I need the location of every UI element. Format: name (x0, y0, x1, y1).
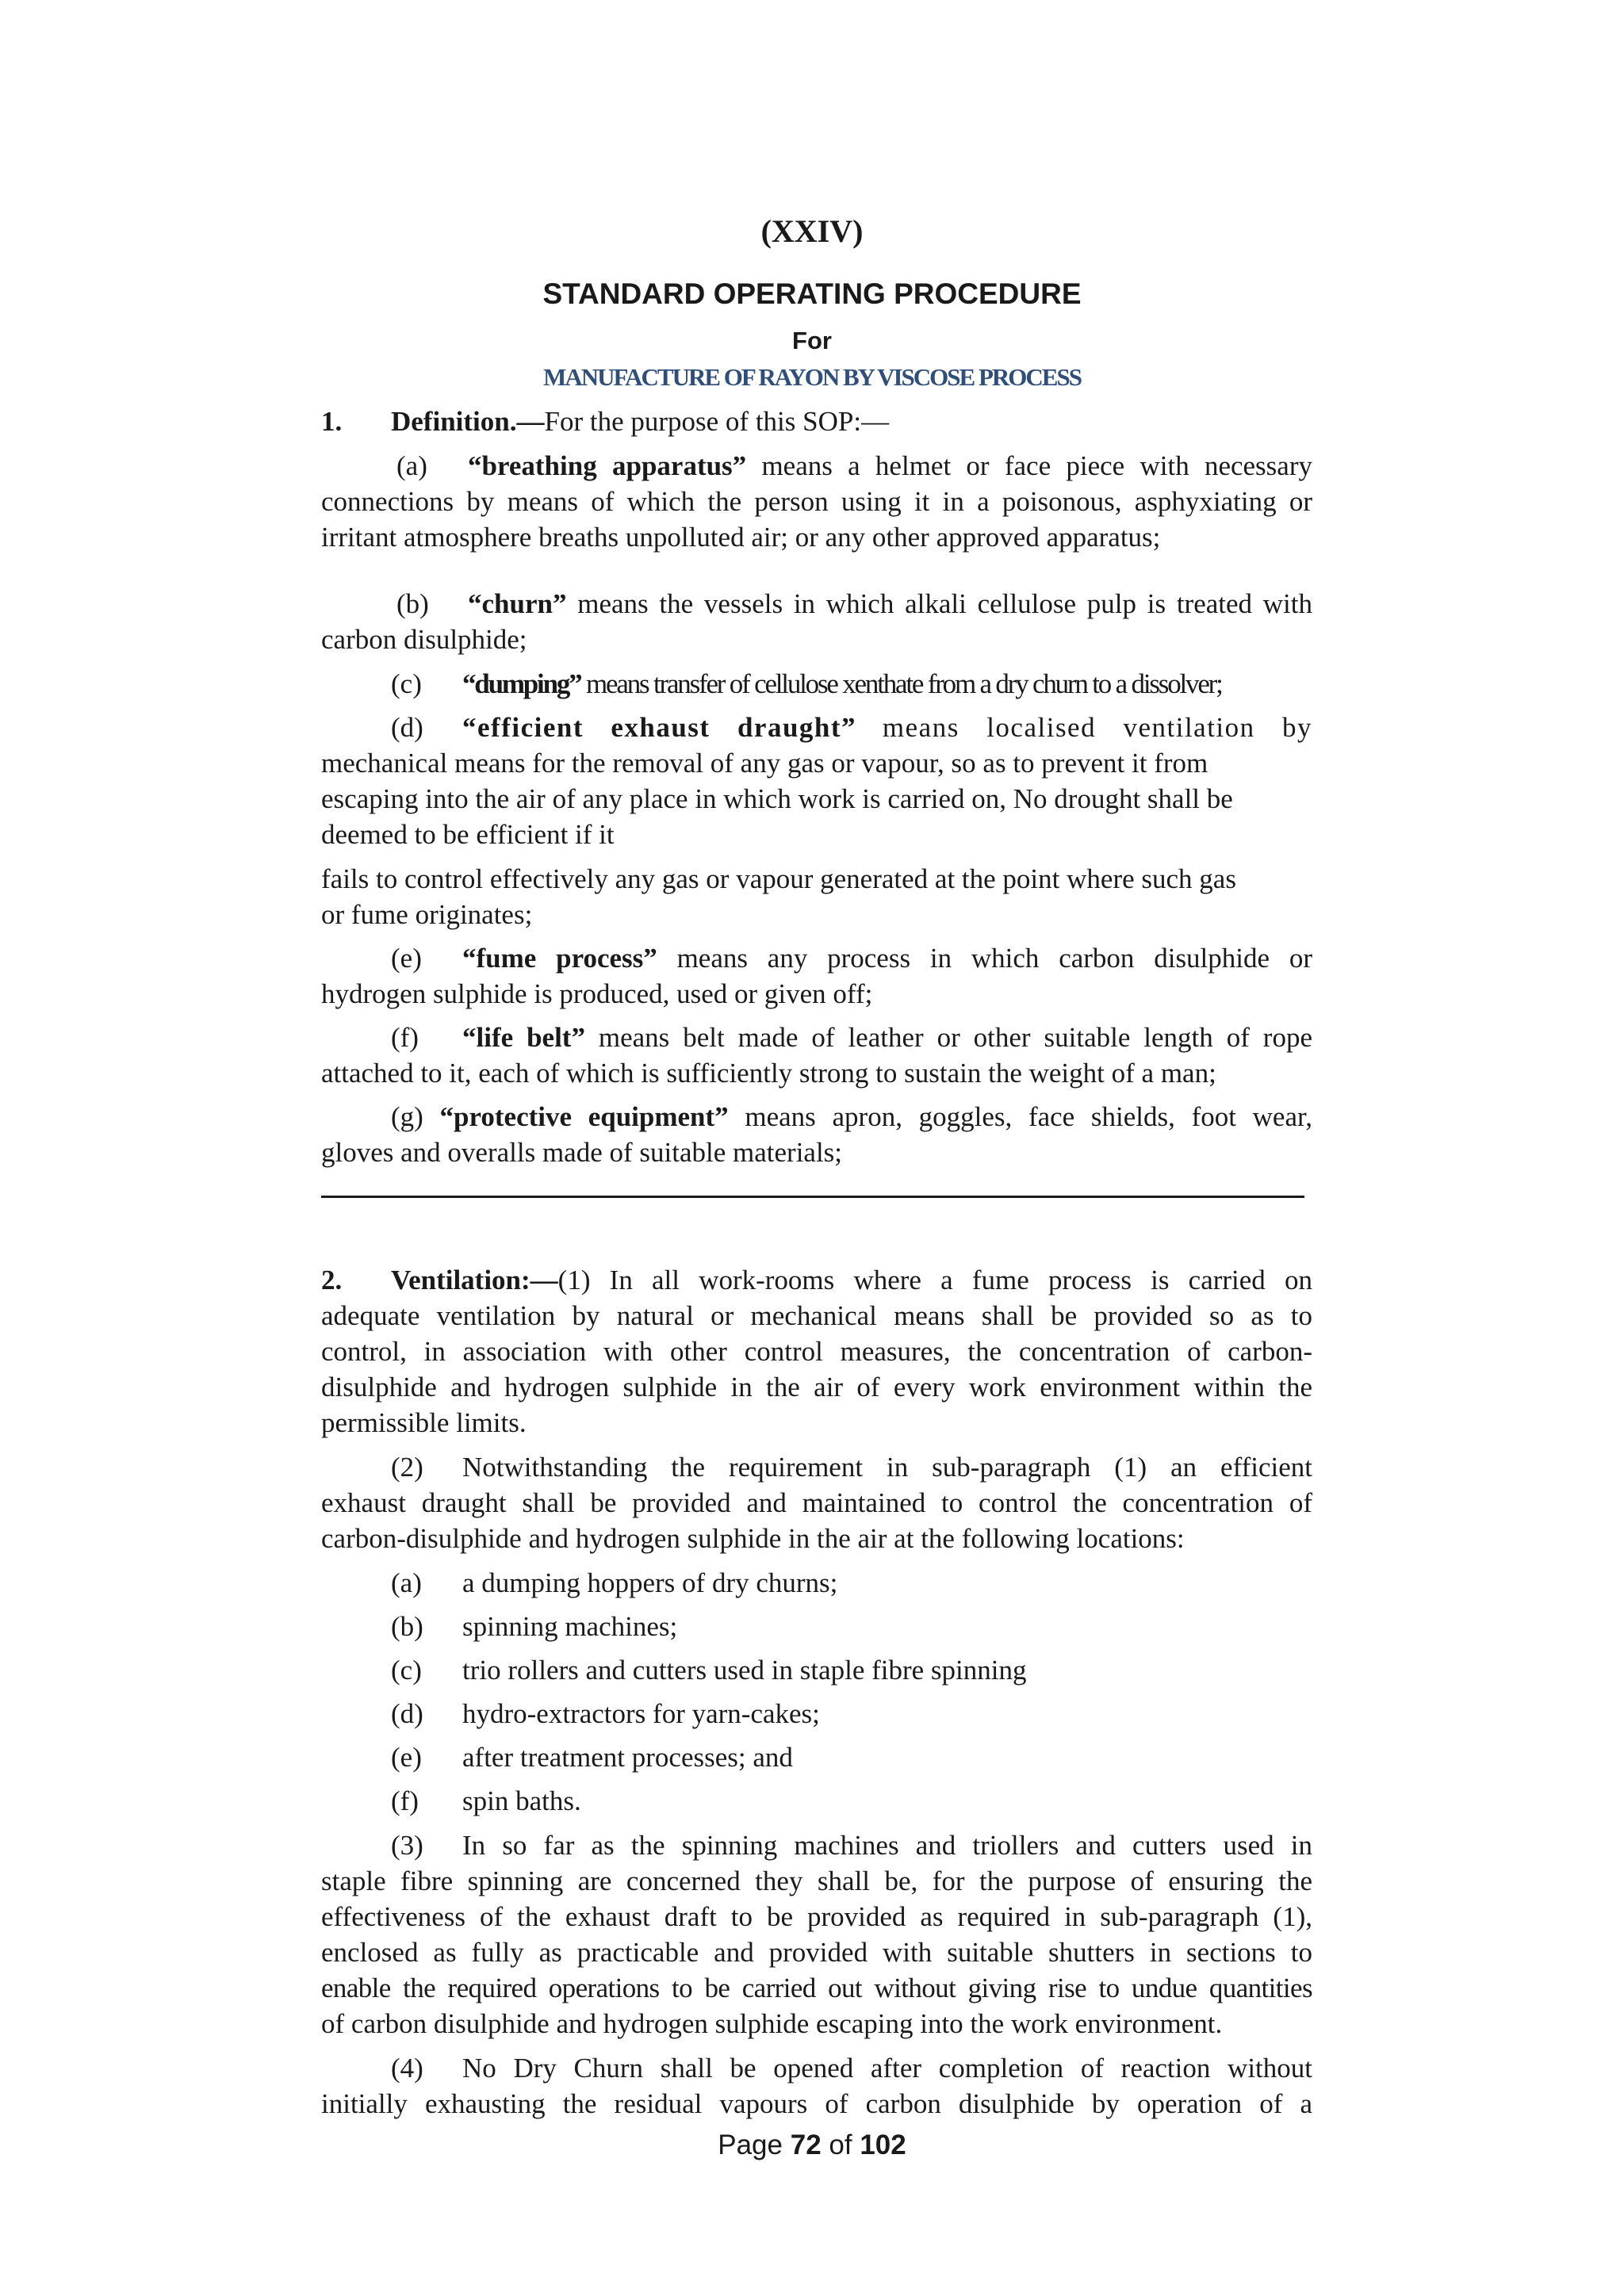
def-a-line1 (321, 450, 1312, 482)
def-c-text: means transfer of cellulose xenthate from a dry churn to a dissolver; (586, 668, 1222, 699)
def-b-text: means the vessels in which alkali cellulose pulp is treated with (577, 588, 1313, 619)
def-f-line2: attached to it, each of which is sufficiently strong to sustain the weight of a man; (321, 1058, 1216, 1089)
list-item (321, 1655, 1382, 1686)
ventilation-p4-label: (4) (391, 2053, 423, 2084)
list-item-text: spin baths. (462, 1785, 581, 1816)
ventilation-p3-text: In so far as the spinning machines and triollers and cutters used in (462, 1830, 1312, 1861)
page-footer (0, 2130, 1624, 2161)
def-b-term: “churn” (468, 588, 567, 619)
def-d-line4: deemed to be efficient if it (321, 819, 615, 850)
def-a-line2: connections by means of which the person using it in a poisonous, asphyxiating or (321, 486, 1312, 517)
list-item (321, 1567, 1382, 1599)
ventilation-p2-line1 (321, 1452, 1312, 1483)
ventilation-p1-line4: disulphide and hydrogen sulphide in the air of every work environment within the (321, 1372, 1312, 1402)
def-f-line1 (321, 1022, 1312, 1054)
page-number: 72 (790, 2130, 822, 2160)
definition-heading-line (321, 406, 1312, 438)
ventilation-p3-label: (3) (391, 1830, 423, 1861)
def-a-text: means a helmet or face piece with necessary (761, 450, 1312, 481)
def-d-line5: fails to control effectively any gas or vapour generated at the point where such gas (321, 863, 1236, 894)
definition-number: 1. (321, 406, 343, 437)
ventilation-p3-line2: staple fibre spinning are concerned they shall be, for the purpose of ensuring the (321, 1866, 1312, 1896)
def-d-term: “efficient exhaust draught” (462, 712, 857, 743)
definition-heading: Definition.— (391, 406, 545, 437)
ventilation-p2-text: Notwithstanding the requirement in sub-paragraph (1) an efficient (462, 1452, 1312, 1483)
list-item-label: (e) (391, 1742, 422, 1773)
def-c-line1 (321, 668, 1312, 700)
ventilation-p2-line2: exhaust draught shall be provided and maintained to control the concentration of (321, 1487, 1312, 1518)
def-a-line3: irritant atmosphere breaths unpolluted air; or any other approved apparatus; (321, 522, 1161, 553)
ventilation-line1 (321, 1265, 1312, 1296)
def-c-label: (c) (391, 668, 422, 699)
def-b-label: (b) (396, 588, 429, 619)
def-d-line6: or fume originates; (321, 899, 533, 930)
list-item (321, 1785, 1382, 1817)
def-e-text: means any process in which carbon disulphide or (676, 943, 1312, 974)
list-item-label: (d) (391, 1698, 423, 1729)
list-item (321, 1611, 1382, 1643)
of-word: of (829, 2130, 852, 2160)
def-b-line2: carbon disulphide; (321, 624, 527, 655)
ventilation-p1-line2: adequate ventilation by natural or mechanical means shall be provided so as to (321, 1300, 1312, 1331)
list-item-label: (f) (391, 1785, 419, 1816)
sop-subject: MANUFACTURE OF RAYON BY VISCOSE PROCESS (543, 363, 1081, 391)
ventilation-number: 2. (321, 1265, 343, 1295)
def-b-line1 (321, 588, 1312, 620)
def-g-line1 (321, 1101, 1312, 1133)
list-item-label: (b) (391, 1611, 423, 1642)
def-d-label: (d) (391, 712, 423, 743)
list-item-label: (a) (391, 1567, 422, 1598)
for-label: For (792, 327, 832, 354)
def-d-text: means localised ventilation by (882, 712, 1313, 743)
list-item-text: after treatment processes; and (462, 1742, 793, 1773)
def-e-label: (e) (391, 943, 422, 974)
sop-title: STANDARD OPERATING PROCEDURE (542, 277, 1082, 310)
def-g-label: (g) (391, 1101, 423, 1132)
def-g-line2: gloves and overalls made of suitable materials; (321, 1137, 843, 1168)
ventilation-p4-line1 (321, 2053, 1312, 2084)
def-d-line2: mechanical means for the removal of any gas or vapour, so as to prevent it from (321, 748, 1208, 779)
list-item (321, 1698, 1382, 1730)
list-item (321, 1742, 1382, 1774)
ventilation-p3-line6: of carbon disulphide and hydrogen sulphide escaping into the work environment. (321, 2008, 1223, 2039)
ventilation-p1-text: (1) In all work-rooms where a fume process is carried on (557, 1265, 1312, 1295)
def-e-line1 (321, 943, 1312, 974)
ventilation-p3-line4: enclosed as fully as practicable and provided with suitable shutters in sections to (321, 1937, 1312, 1968)
def-f-text: means belt made of leather or other suitable length of rope (598, 1022, 1312, 1053)
definition-intro: For the purpose of this SOP:— (544, 406, 890, 437)
def-e-line2: hydrogen sulphide is produced, used or given off; (321, 978, 873, 1009)
def-f-label: (f) (391, 1022, 419, 1053)
def-a-term: “breathing apparatus” (468, 450, 747, 481)
ventilation-p3-line3: effectiveness of the exhaust draft to be provided as required in sub-paragraph (1), (321, 1901, 1312, 1932)
list-item-text: hydro-extractors for yarn-cakes; (462, 1698, 820, 1729)
ventilation-p4-text: No Dry Churn shall be opened after completion of reaction without (462, 2053, 1312, 2084)
list-item-text: a dumping hoppers of dry churns; (462, 1567, 838, 1598)
ventilation-p3-line5: enable the required operations to be carried out without giving rise to undue quantities (321, 1973, 1312, 2003)
list-item-text: spinning machines; (462, 1611, 678, 1642)
list-item-label: (c) (391, 1655, 422, 1686)
ventilation-p4-line2: initially exhausting the residual vapours of carbon disulphide by operation of a (321, 2088, 1312, 2119)
section-number: (XXIV) (760, 213, 864, 249)
page-total: 102 (860, 2130, 906, 2160)
def-d-line1 (321, 712, 1312, 744)
def-g-text: means apron, goggles, face shields, foot wear, (745, 1101, 1313, 1132)
list-item-text: trio rollers and cutters used in staple fibre spinning (462, 1655, 1027, 1686)
ventilation-p3-line1 (321, 1830, 1312, 1862)
def-e-term: “fume process” (462, 943, 657, 974)
def-c-term: “dumping” (462, 668, 581, 699)
def-g-term: “protective equipment” (439, 1101, 729, 1132)
def-a-label: (a) (396, 450, 427, 481)
section-divider (321, 1196, 1304, 1198)
def-f-term: “life belt” (462, 1022, 585, 1053)
def-d-line3: escaping into the air of any place in which work is carried on, No drought shall be (321, 783, 1233, 814)
ventilation-p1-line5: permissible limits. (321, 1407, 527, 1438)
ventilation-p1-line3: control, in association with other control measures, the concentration of carbon- (321, 1336, 1312, 1367)
ventilation-heading: Ventilation:— (391, 1265, 558, 1295)
ventilation-p2-label: (2) (391, 1452, 423, 1483)
page-word: Page (718, 2130, 783, 2160)
ventilation-p2-line3: carbon-disulphide and hydrogen sulphide in the air at the following locations: (321, 1523, 1185, 1554)
